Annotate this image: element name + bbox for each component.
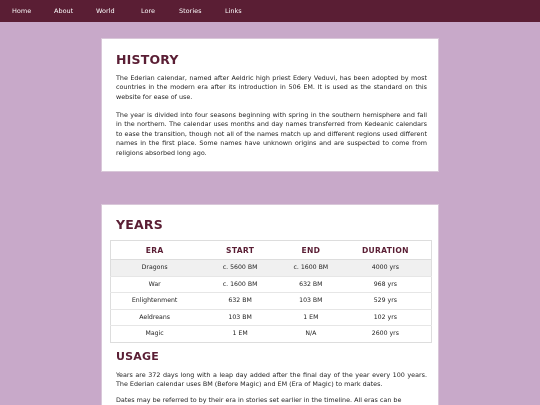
eras-table	[110, 240, 432, 343]
table-row	[111, 309, 432, 326]
table-row	[111, 260, 432, 277]
years-heading: YEARS	[116, 217, 163, 232]
history-paragraph-2: The year is divided into four seasons beginning with spring in the southern hemisphere and fall in the northern. The calendar uses months and day names transferred from Kedeanic calendars to ease the transition, though not all of the names match up and different regions used different names in the first place. Some names have unknown origins and are suspected to come from religions absorbed long ago.	[116, 111, 427, 157]
start-cell: 103 BM	[198, 309, 282, 326]
nav-world-link[interactable]: World	[96, 7, 115, 15]
nav-stories-link[interactable]: Stories	[179, 7, 202, 15]
era-cell: Magic	[111, 326, 199, 343]
duration-cell: 4000 yrs	[340, 260, 432, 277]
eras-table-header-row	[111, 241, 432, 260]
era-cell: Aeldreans	[111, 309, 199, 326]
nav-home-link[interactable]: Home	[12, 7, 32, 15]
end-cell: N/A	[282, 326, 340, 343]
duration-column-header: DURATION	[340, 241, 432, 260]
history-card	[101, 38, 439, 172]
start-column-header: START	[198, 241, 282, 260]
end-cell: 632 BM	[282, 276, 340, 293]
table-row	[111, 276, 432, 293]
duration-cell: 2600 yrs	[340, 326, 432, 343]
top-navigation	[0, 0, 540, 22]
era-cell: Enlightenment	[111, 293, 199, 310]
end-cell: 103 BM	[282, 293, 340, 310]
start-cell: c. 1600 BM	[198, 276, 282, 293]
nav-lore-link[interactable]: Lore	[141, 7, 156, 15]
nav-links-link[interactable]: Links	[225, 7, 242, 15]
table-row	[111, 326, 432, 343]
history-paragraph-1: The Ederian calendar, named after Aeldric high priest Edery Veduvi, has been adopted by most countries in the modern era after its introduction in 506 EM. It is used as the standard on this website for ease of use.	[116, 74, 427, 101]
usage-paragraph-1: Years are 372 days long with a leap day added after the final day of the year every 100 years. The Ederian calendar uses BM (Before Magic) and EM (Era of Magic) to mark dates.	[116, 371, 427, 389]
start-cell: 632 BM	[198, 293, 282, 310]
duration-cell: 529 yrs	[340, 293, 432, 310]
era-column-header: ERA	[111, 241, 199, 260]
era-cell: Dragons	[111, 260, 199, 277]
end-cell: c. 1600 BM	[282, 260, 340, 277]
start-cell: c. 5600 BM	[198, 260, 282, 277]
history-heading: HISTORY	[116, 52, 179, 67]
duration-cell: 968 yrs	[340, 276, 432, 293]
end-column-header: END	[282, 241, 340, 260]
era-cell: War	[111, 276, 199, 293]
end-cell: 1 EM	[282, 309, 340, 326]
years-card	[101, 204, 439, 405]
table-row	[111, 293, 432, 310]
usage-paragraph-2: Dates may be referred to by their era in stories set earlier in the timeline. All eras can be	[116, 396, 402, 404]
duration-cell: 102 yrs	[340, 309, 432, 326]
usage-heading: USAGE	[116, 350, 159, 363]
start-cell: 1 EM	[198, 326, 282, 343]
nav-about-link[interactable]: About	[54, 7, 74, 15]
